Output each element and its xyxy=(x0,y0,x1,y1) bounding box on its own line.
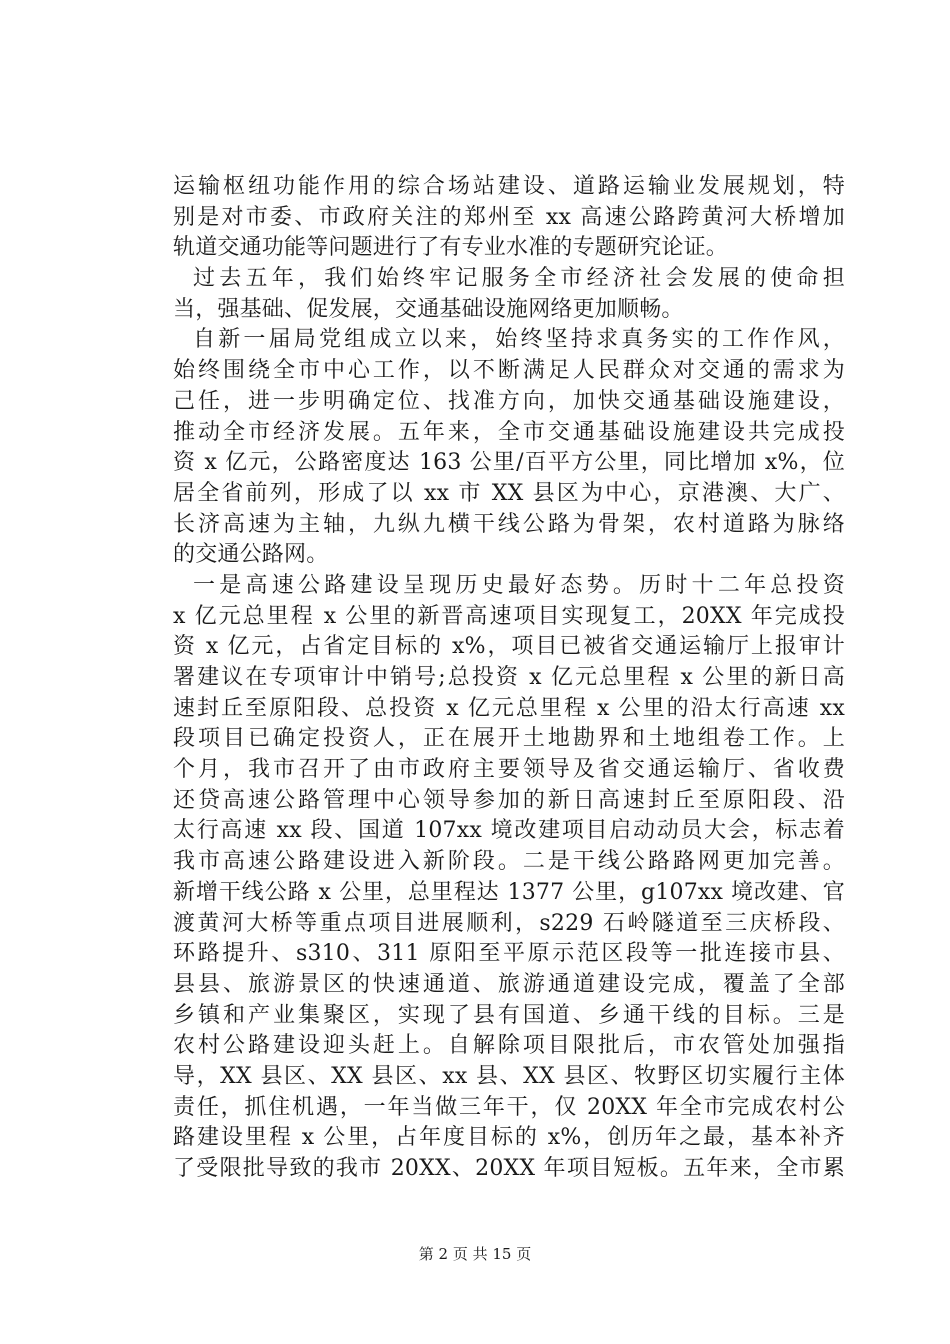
text-line: 始终围绕全市中心工作，以不断满足人民群众对交通的需求为 xyxy=(173,358,845,384)
text-line: 个月，我市召开了由市政府主要领导及省交通运输厅、省收费 xyxy=(173,757,845,783)
text-line: 县县、旅游景区的快速通道、旅游通道建设完成，覆盖了全部 xyxy=(173,971,845,997)
text-line: 过去五年，我们始终牢记服务全市经济社会发展的使命担 xyxy=(193,266,845,292)
text-line: 太行高速 xx 段、国道 107xx 境改建项目启动动员大会，标志着 xyxy=(173,818,845,844)
text-line: 环路提升、s310、311 原阳至平原示范区段等一批连接市县、 xyxy=(173,941,845,967)
body-text xyxy=(173,172,845,1185)
text-line: x 亿元总里程 x 公里的新晋高速项目实现复工，20XX 年完成投 xyxy=(173,603,845,629)
text-line: 一是高速公路建设呈现历史最好态势。历时十二年总投资 xyxy=(193,572,845,598)
text-line: 导，XX 县区、XX 县区、xx 县、XX 县区、牧野区切实履行主体 xyxy=(173,1063,845,1089)
text-line: 署建议在专项审计中销号;总投资 x 亿元总里程 x 公里的新日高 xyxy=(173,665,845,690)
text-line: 推动全市经济发展。五年来，全市交通基础设施建设共完成投 xyxy=(173,419,845,445)
text-line: 当，强基础、促发展，交通基础设施网络更加顺畅。 xyxy=(173,296,684,322)
text-line: 责任，抓住机遇，一年当做三年干，仅 20XX 年全市完成农村公 xyxy=(173,1094,845,1120)
page-footer: 第 2 页 共 15 页 xyxy=(418,1245,532,1263)
text-line: 路建设里程 x 公里，占年度目标的 x%，创历年之最，基本补齐 xyxy=(173,1125,845,1151)
text-line: 运输枢纽功能作用的综合场站建设、道路运输业发展规划，特 xyxy=(173,174,845,199)
text-line: 还贷高速公路管理中心领导参加的新日高速封丘至原阳段、沿 xyxy=(173,787,845,813)
text-line: 段项目已确定投资人，正在展开土地勘界和土地组卷工作。上 xyxy=(173,726,845,752)
text-line: 了受限批导致的我市 20XX、20XX 年项目短板。五年来，全市累 xyxy=(173,1156,845,1181)
text-line: 长济高速为主轴，九纵九横干线公路为骨架，农村道路为脉络 xyxy=(173,511,845,537)
text-line: 农村公路建设迎头赶上。自解除项目限批后，市农管处加强指 xyxy=(173,1033,845,1059)
text-line: 别是对市委、市政府关注的郑州至 xx 高速公路跨黄河大桥增加 xyxy=(173,204,845,230)
text-line: 轨道交通功能等问题进行了有专业水准的专题研究论证。 xyxy=(173,235,729,261)
text-line: 的交通公路网。 xyxy=(173,542,329,568)
text-line: 乡镇和产业集聚区，实现了县有国道、乡通干线的目标。三是 xyxy=(173,1002,845,1028)
text-line: 新增干线公路 x 公里，总里程达 1377 公里，g107xx 境改建、官 xyxy=(173,879,845,905)
text-line: 渡黄河大桥等重点项目进展顺利，s229 石岭隧道至三庆桥段、 xyxy=(173,910,845,936)
text-line: 资 x 亿元，公路密度达 163 公里/百平方公里，同比增加 x%，位 xyxy=(173,450,845,476)
text-line: 资 x 亿元，占省定目标的 x%，项目已被省交通运输厅上报审计 xyxy=(173,634,845,660)
text-line: 自新一届局党组成立以来，始终坚持求真务实的工作作风， xyxy=(193,327,845,353)
text-line: 我市高速公路建设进入新阶段。二是干线公路路网更加完善。 xyxy=(173,849,845,875)
text-line: 居全省前列，形成了以 xx 市 XX 县区为中心，京港澳、大广、 xyxy=(173,480,845,506)
text-line: 速封丘至原阳段、总投资 x 亿元总里程 x 公里的沿太行高速 xx xyxy=(173,695,845,721)
text-line: 己任，进一步明确定位、找准方向，加快交通基础设施建设， xyxy=(173,388,845,414)
